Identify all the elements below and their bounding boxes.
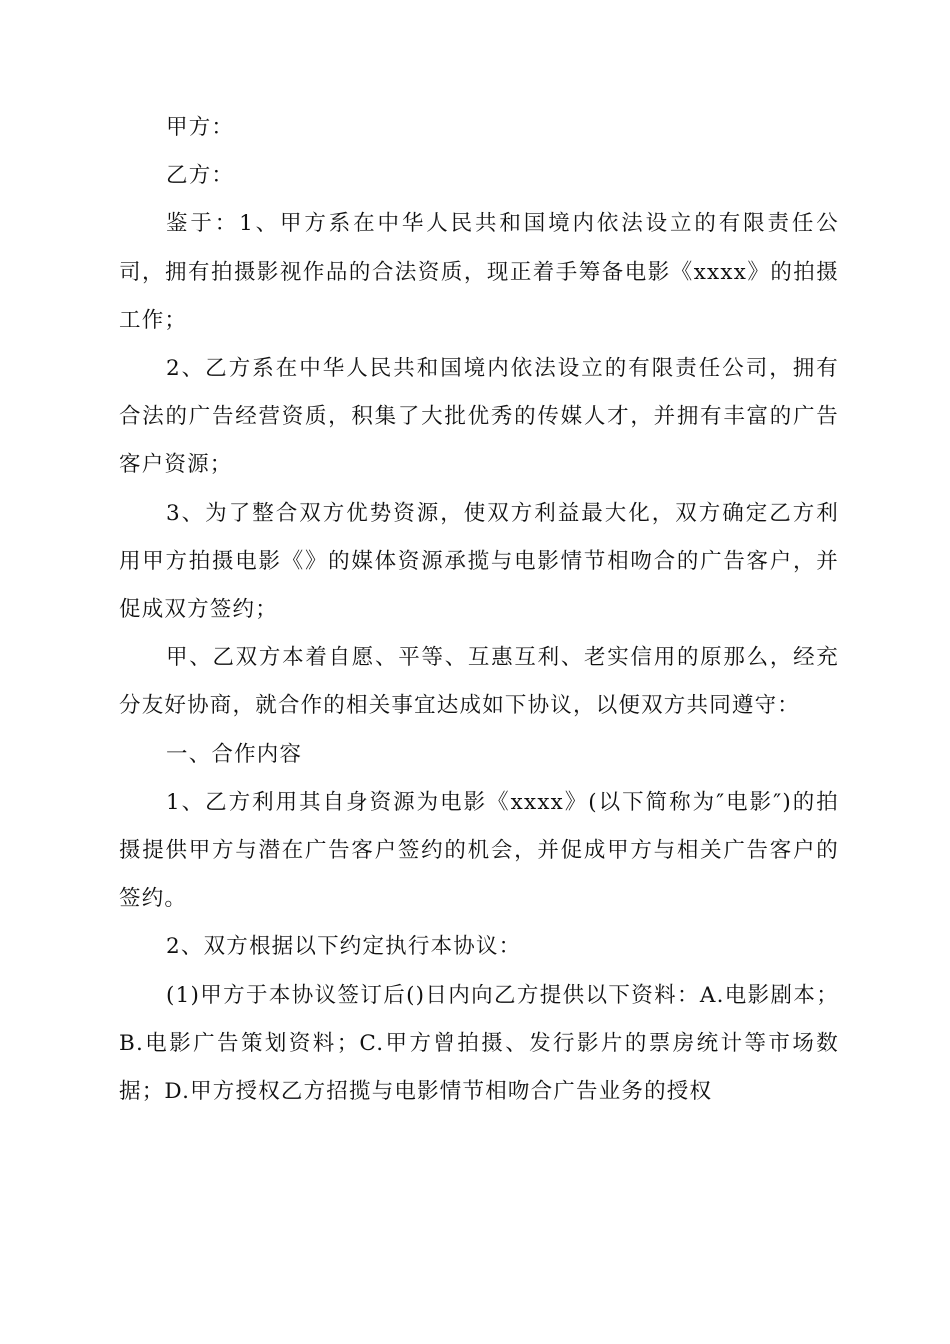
agreement-intro-paragraph: 甲、乙双方本着自愿、平等、互惠互利、老实信用的原那么，经充分友好协商，就合作的相关事宜达成如下协议，以便双方共同遵守： (119, 645, 839, 719)
party-a-line: 甲方： (166, 115, 235, 140)
clause-2-item-1-paragraph: (1)甲方于本协议签订后()日内向乙方提供以下资料：A.电影剧本；B.电影广告策划资料；C.甲方曾拍摄、发行影片的票房统计等市场数据；D.甲方授权乙方招揽与电影情节相吻合广告业务的授权 (119, 982, 839, 1105)
recital-paragraph-3: 3、为了整合双方优势资源，使双方利益最大化，双方确定乙方利用甲方拍摄电影《》的媒体资源承揽与电影情节相吻合的广告客户，并促成双方签约； (119, 500, 839, 623)
party-b-line: 乙方： (166, 163, 235, 189)
document-body (119, 104, 839, 1116)
section-heading: 一、合作内容 (166, 741, 303, 767)
recital-paragraph-2: 2、乙方系在中华人民共和国境内依法设立的有限责任公司，拥有合法的广告经营资质，积集了大批优秀的传媒人才，并拥有丰富的广告客户资源； (119, 356, 839, 478)
recital-paragraph-1: 鉴于：1、甲方系在中华人民共和国境内依法设立的有限责任公司，拥有拍摄影视作品的合法资质，现正着手筹备电影《xxxx》的拍摄工作； (119, 211, 839, 333)
clause-2-paragraph: 2、双方根据以下约定执行本协议： (166, 934, 522, 960)
clause-1-paragraph: 1、乙方利用其自身资源为电影《xxxx》(以下简称为″电影″)的拍摄提供甲方与潜在广告客户签约的机会，并促成甲方与相关广告客户的签约。 (119, 789, 839, 912)
